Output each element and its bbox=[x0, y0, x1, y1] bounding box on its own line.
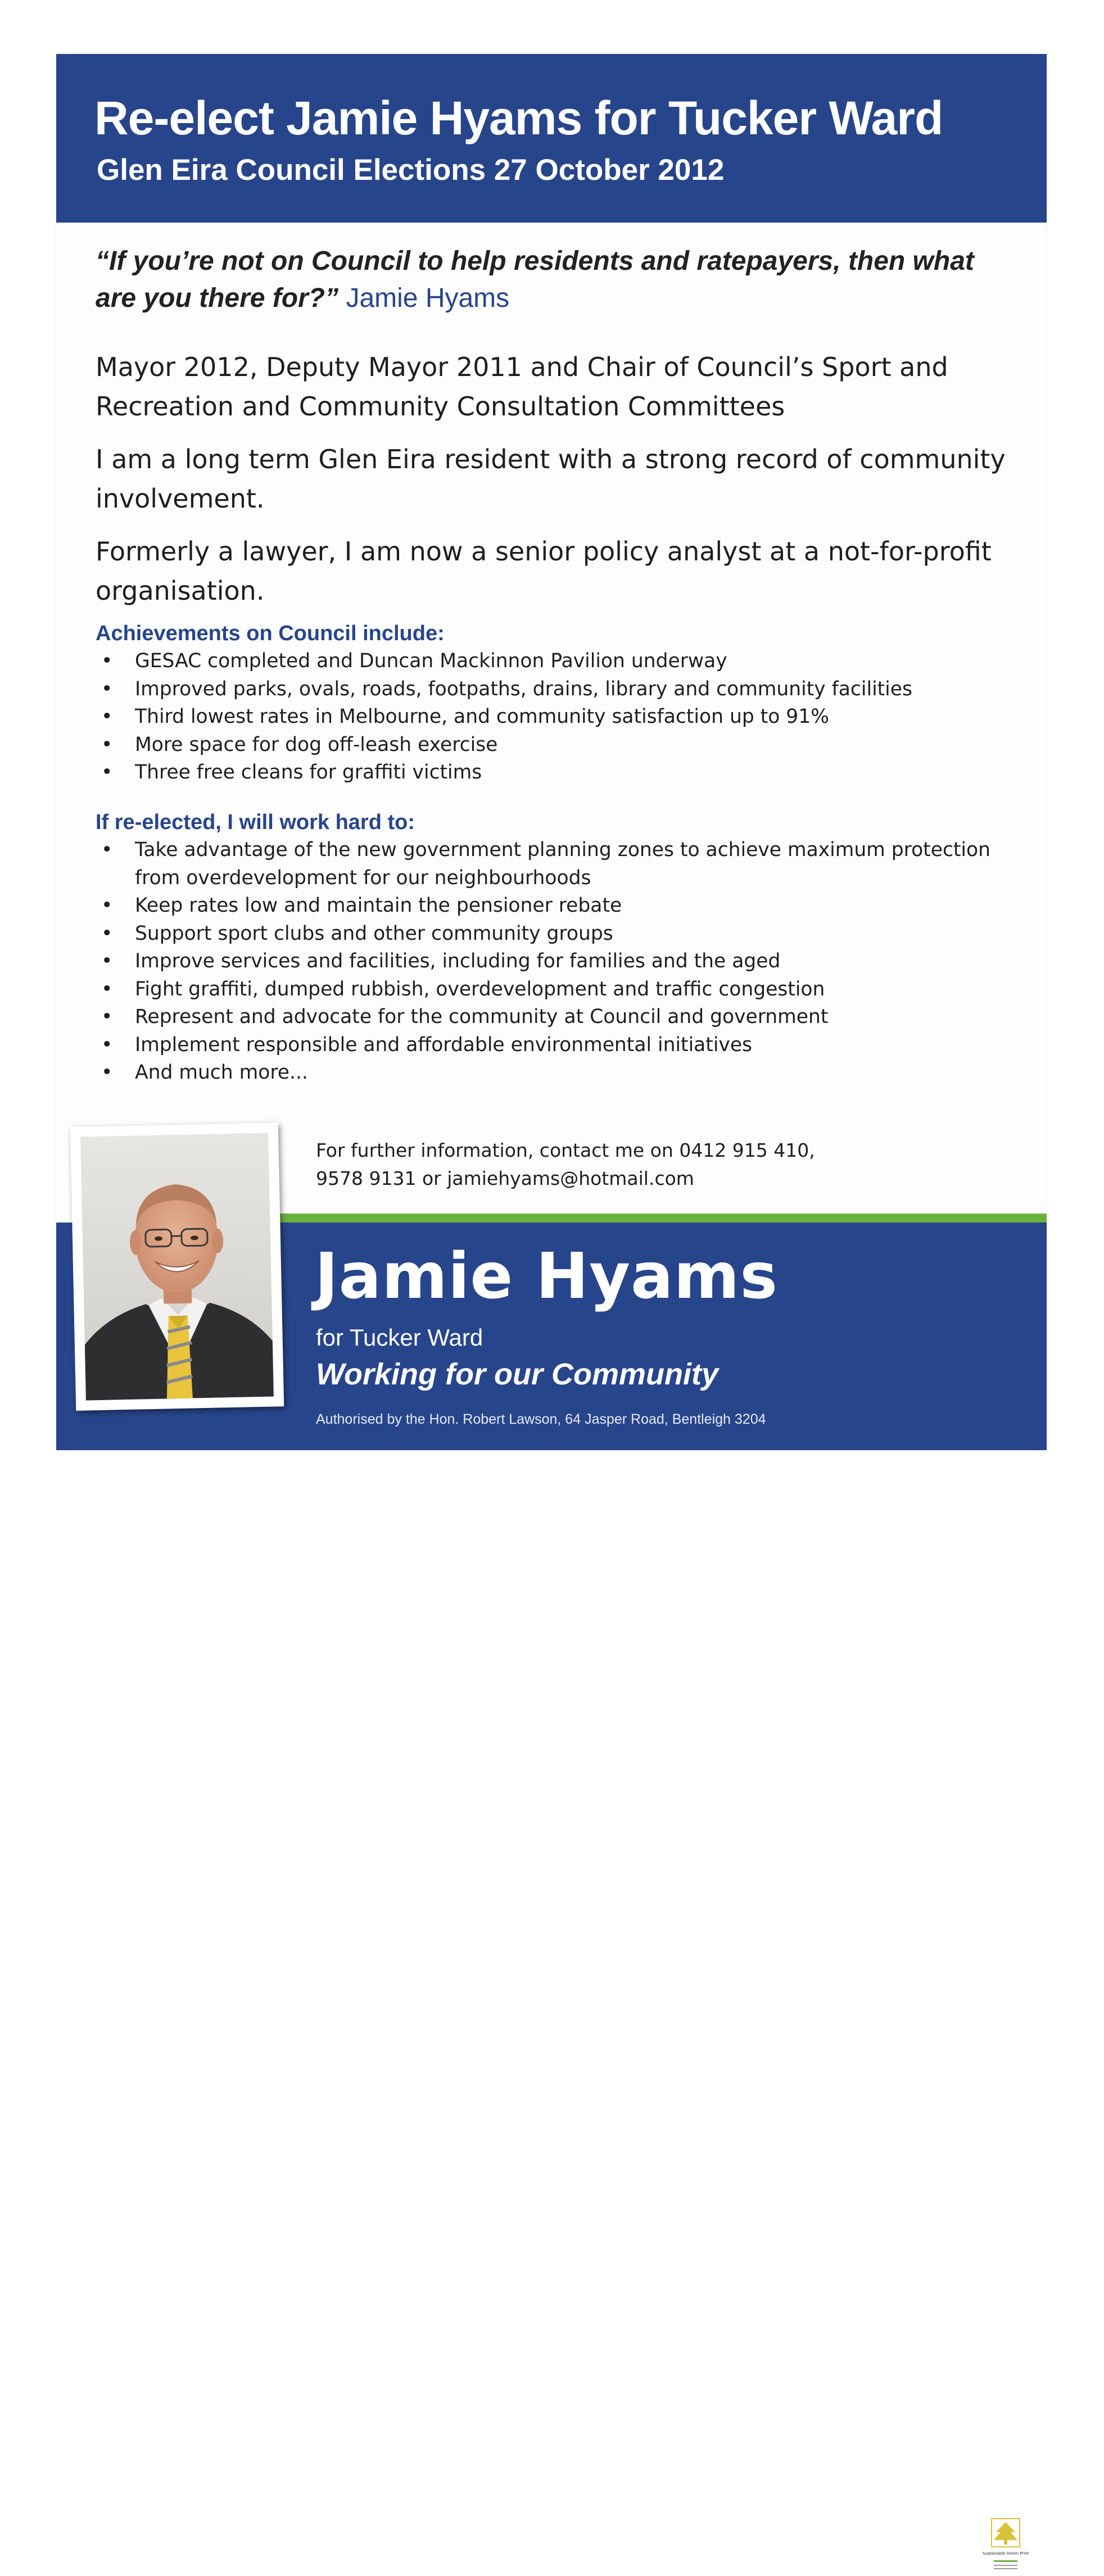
authorisation-statement: Authorised by the Hon. Robert Lawson, 64 Jasper Road, Bentleigh 3204 bbox=[316, 1411, 766, 1428]
list-item bbox=[96, 892, 1017, 920]
bullet-icon: • bbox=[101, 920, 112, 948]
list-item-text: And much more... bbox=[135, 1061, 308, 1084]
bullet-icon: • bbox=[101, 836, 112, 864]
bullet-icon: • bbox=[101, 648, 112, 676]
header-banner bbox=[56, 54, 1047, 223]
list-item bbox=[96, 1003, 1017, 1031]
list-item-text: Represent and advocate for the community at Council and government bbox=[135, 1006, 828, 1028]
leaf-icon bbox=[988, 2515, 1023, 2576]
list-item-text: Third lowest rates in Melbourne, and community satisfaction up to 91% bbox=[135, 705, 829, 728]
list-item-text: More space for dog off-leash exercise bbox=[135, 734, 497, 756]
list-item bbox=[96, 759, 1017, 787]
green-accent-bar bbox=[275, 1214, 1047, 1223]
list-item-text: Three free cleans for graffiti victims bbox=[135, 761, 482, 784]
campaign-slogan: Working for our Community bbox=[316, 1357, 718, 1392]
list-item-text: Keep rates low and maintain the pensioner rebate bbox=[135, 894, 622, 917]
list-item bbox=[96, 1031, 1017, 1060]
quote-text: “If you’re not on Council to help residents and ratepayers, then what are you there for?” bbox=[96, 246, 974, 313]
contact-line-phone: For further information, contact me on 0412 915 410, bbox=[316, 1137, 878, 1165]
list-item bbox=[96, 976, 1017, 1004]
list-item bbox=[96, 1059, 1017, 1087]
bullet-icon: • bbox=[101, 948, 112, 976]
list-item-text: Improve services and facilities, including for families and the aged bbox=[135, 950, 780, 972]
pledges-heading: If re-elected, I will work hard to: bbox=[96, 811, 415, 835]
achievements-heading: Achievements on Council include: bbox=[96, 622, 445, 646]
candidate-photo bbox=[80, 1133, 274, 1401]
bullet-icon: • bbox=[101, 1003, 112, 1031]
bullet-icon: • bbox=[101, 759, 112, 787]
bio-paragraph-career: Formerly a lawyer, I am now a senior policy analyst at a not-for-profit organisation. bbox=[96, 532, 1029, 610]
list-item-text: GESAC completed and Duncan Mackinnon Pavilion underway bbox=[135, 650, 727, 672]
bio-paragraph-resident: I am a long term Glen Eira resident with a strong record of community involvement. bbox=[96, 440, 1029, 518]
list-item bbox=[96, 703, 1017, 731]
list-item bbox=[96, 731, 1017, 759]
list-item-text: Support sport clubs and other community groups bbox=[135, 922, 613, 945]
list-item-text: Improved parks, ovals, roads, footpaths, drains, library and community facilities bbox=[135, 678, 912, 700]
list-item bbox=[96, 836, 1017, 892]
bullet-icon: • bbox=[101, 676, 112, 704]
bio-paragraph-roles: Mayor 2012, Deputy Mayor 2011 and Chair of Council’s Sport and Recreation and Community Consultation Committees bbox=[96, 347, 1029, 426]
contact-info bbox=[316, 1137, 878, 1193]
list-item bbox=[96, 948, 1017, 976]
achievements-list bbox=[96, 648, 1017, 787]
bullet-icon: • bbox=[101, 1059, 112, 1087]
list-item bbox=[96, 676, 1017, 704]
list-item-text: Implement responsible and affordable environmental initiatives bbox=[135, 1034, 752, 1056]
bullet-icon: • bbox=[101, 1031, 112, 1060]
quote-author: Jamie Hyams bbox=[346, 283, 509, 313]
bullet-icon: • bbox=[101, 892, 112, 920]
list-item-text: Fight graffiti, dumped rubbish, overdevelopment and traffic congestion bbox=[135, 978, 825, 1000]
candidate-photo-frame bbox=[70, 1122, 284, 1411]
flyer-sheet bbox=[56, 54, 1047, 1450]
candidate-quote bbox=[96, 243, 1017, 317]
candidate-ward: for Tucker Ward bbox=[316, 1324, 483, 1351]
bullet-icon: • bbox=[101, 731, 112, 759]
list-item-text: Take advantage of the new government planning zones to achieve maximum protection from overdevelopment for our neighbourhoods bbox=[135, 839, 990, 889]
candidate-name: Jamie Hyams bbox=[315, 1240, 778, 1313]
header-title: Re-elect Jamie Hyams for Tucker Ward bbox=[94, 91, 943, 146]
contact-line-email[interactable]: 9578 9131 or jamiehyams@hotmail.com bbox=[316, 1165, 878, 1193]
pledges-list bbox=[96, 836, 1017, 1087]
bullet-icon: • bbox=[101, 703, 112, 731]
list-item bbox=[96, 920, 1017, 948]
portrait-illustration bbox=[80, 1133, 274, 1401]
bullet-icon: • bbox=[101, 976, 112, 1004]
badge-text: Sustainable Green Print bbox=[983, 2551, 1029, 2556]
header-subtitle: Glen Eira Council Elections 27 October 2012 bbox=[97, 153, 724, 187]
list-item bbox=[96, 648, 1017, 676]
eco-print-badge bbox=[988, 2515, 1023, 2576]
